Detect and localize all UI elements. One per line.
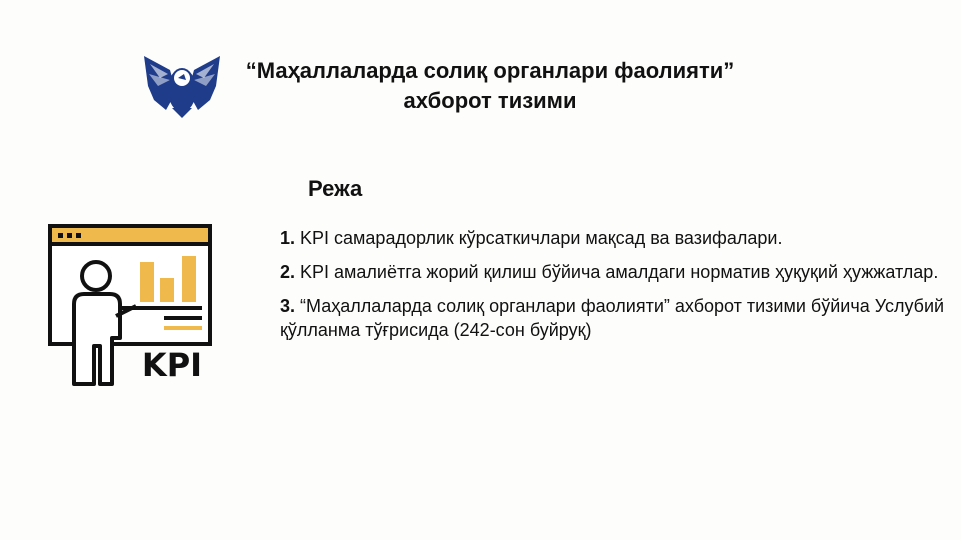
title-line-2: ахборот тизими xyxy=(403,88,577,113)
page-title xyxy=(240,56,740,116)
eagle-logo xyxy=(140,48,224,120)
title-line-1: “Маҳаллаларда солиқ органлари фаолияти” xyxy=(245,58,735,83)
plan-list xyxy=(280,226,950,352)
plan-item-1: 1. KPI самарадорлик кўрсаткичлари мақсад ва вазифалари. xyxy=(280,228,783,248)
plan-heading: Режа xyxy=(308,176,363,201)
kpi-label: KPI xyxy=(141,346,203,384)
plan-item-3: 3. “Маҳаллаларда солиқ органлари фаолияти” ахборот тизими бўйича Услубий қўлланма тўғрисида (242-сон буйруқ) xyxy=(280,296,945,340)
plan-item-2: 2. KPI амалиётга жорий қилиш бўйича амалдаги норматив ҳуқуқий ҳужжатлар. xyxy=(280,262,939,282)
kpi-presentation-icon xyxy=(44,220,216,392)
